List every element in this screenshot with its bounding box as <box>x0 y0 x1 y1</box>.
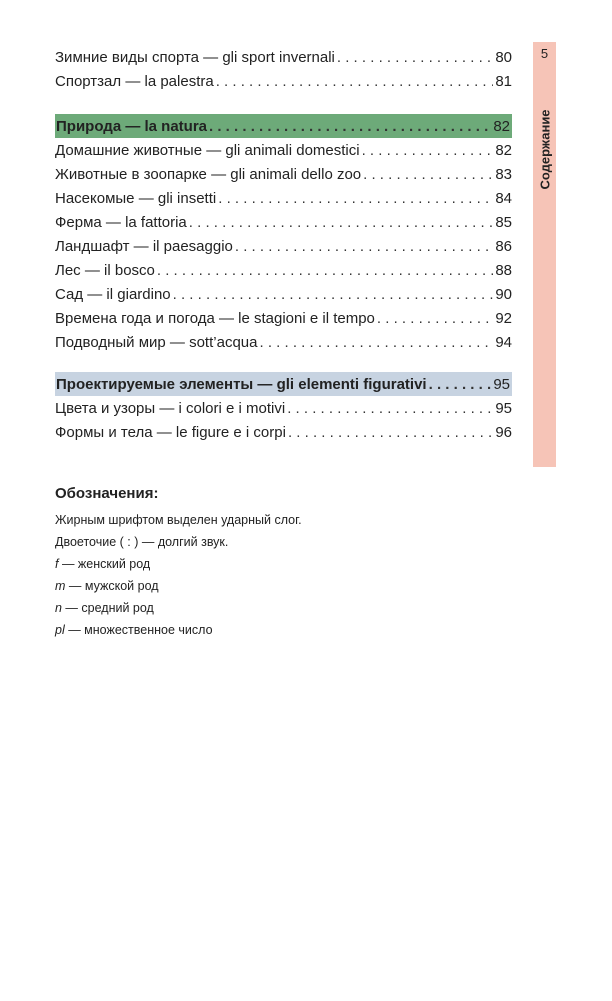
entry-title: Ландшафт — il paesaggio <box>55 237 233 255</box>
toc-entry[interactable] <box>55 258 512 282</box>
entry-page: 82 <box>493 117 510 135</box>
side-tab-label: Содержание <box>537 109 553 190</box>
entry-title: Цвета и узоры — i colori e i motivi <box>55 399 286 417</box>
toc-entry[interactable] <box>55 45 512 69</box>
legend-abbr <box>55 575 302 597</box>
dot-leader <box>288 424 493 441</box>
entry-page: 96 <box>495 423 512 441</box>
entry-title: Проектируемые элементы — gli elementi figurativi <box>56 375 427 393</box>
abbr-meaning: — средний род <box>61 601 154 615</box>
entry-title: Насекомые — gli insetti <box>55 189 217 207</box>
abbr: f <box>55 557 59 571</box>
dot-leader <box>429 376 492 393</box>
toc-entry[interactable] <box>55 282 512 306</box>
entry-title: Природа — la natura <box>56 117 208 135</box>
dot-leader <box>337 49 493 66</box>
toc-entry[interactable] <box>55 420 512 444</box>
entry-title: Зимние виды спорта — gli sport invernali <box>55 48 335 66</box>
abbr-meaning: — женский род <box>58 557 151 571</box>
entry-page: 84 <box>495 189 512 207</box>
page-number: 5 <box>540 46 549 61</box>
legend-line: Жирным шрифтом выделен ударный слог. <box>55 513 302 527</box>
dot-leader <box>362 142 494 159</box>
toc-entry[interactable] <box>55 162 512 186</box>
abbr: n <box>55 601 62 615</box>
entry-page: 94 <box>495 333 512 351</box>
entry-page: 92 <box>495 309 512 327</box>
entry-page: 90 <box>495 285 512 303</box>
entry-page: 86 <box>495 237 512 255</box>
dot-leader <box>173 286 494 303</box>
entry-page: 81 <box>495 72 512 90</box>
dot-leader <box>377 310 493 327</box>
entry-page: 85 <box>495 213 512 231</box>
dot-leader <box>218 190 493 207</box>
abbr-meaning: — мужской род <box>65 579 159 593</box>
entry-title: Подводный мир — sott’acqua <box>55 333 258 351</box>
entry-title: Времена года и погода — le stagioni e il tempo <box>55 309 375 327</box>
toc-entry[interactable] <box>55 138 512 162</box>
abbr-meaning: — множественное число <box>64 623 213 637</box>
dot-leader <box>259 334 493 351</box>
toc-entry[interactable] <box>55 69 512 93</box>
entry-page: 88 <box>495 261 512 279</box>
dot-leader <box>189 214 494 231</box>
legend <box>55 483 302 641</box>
legend-heading: Обозначения: <box>55 485 159 502</box>
dot-leader <box>157 262 493 279</box>
toc-entry[interactable] <box>55 210 512 234</box>
entry-title: Животные в зоопарке — gli animali dello zoo <box>55 165 362 183</box>
toc-entry[interactable] <box>55 306 512 330</box>
entry-page: 80 <box>495 48 512 66</box>
legend-abbr <box>55 553 302 575</box>
toc-entry[interactable] <box>55 330 512 354</box>
toc-entry[interactable] <box>55 396 512 420</box>
entry-title: Лес — il bosco <box>55 261 155 279</box>
entry-page: 82 <box>495 141 512 159</box>
legend-abbr <box>55 619 302 641</box>
abbr: m <box>55 579 66 593</box>
section-heading-figures[interactable] <box>55 372 512 396</box>
dot-leader <box>287 400 493 417</box>
dot-leader <box>235 238 493 255</box>
entry-page: 83 <box>495 165 512 183</box>
entry-page: 95 <box>493 375 510 393</box>
abbr: pl <box>55 623 65 637</box>
section-side-tab <box>533 42 556 467</box>
entry-page: 95 <box>495 399 512 417</box>
section-heading-nature[interactable] <box>55 114 512 138</box>
legend-abbr <box>55 597 302 619</box>
legend-line: Двоеточие ( : ) — долгий звук. <box>55 535 229 549</box>
entry-title: Спортзал — la palestra <box>55 72 214 90</box>
dot-leader <box>209 118 491 135</box>
dot-leader <box>216 73 494 90</box>
entry-title: Домашние животные — gli animali domestici <box>55 141 360 159</box>
entry-title: Сад — il giardino <box>55 285 171 303</box>
entry-title: Ферма — la fattoria <box>55 213 187 231</box>
toc-entry[interactable] <box>55 186 512 210</box>
toc-entry[interactable] <box>55 234 512 258</box>
dot-leader <box>363 166 493 183</box>
entry-title: Формы и тела — le figure e i corpi <box>55 423 286 441</box>
